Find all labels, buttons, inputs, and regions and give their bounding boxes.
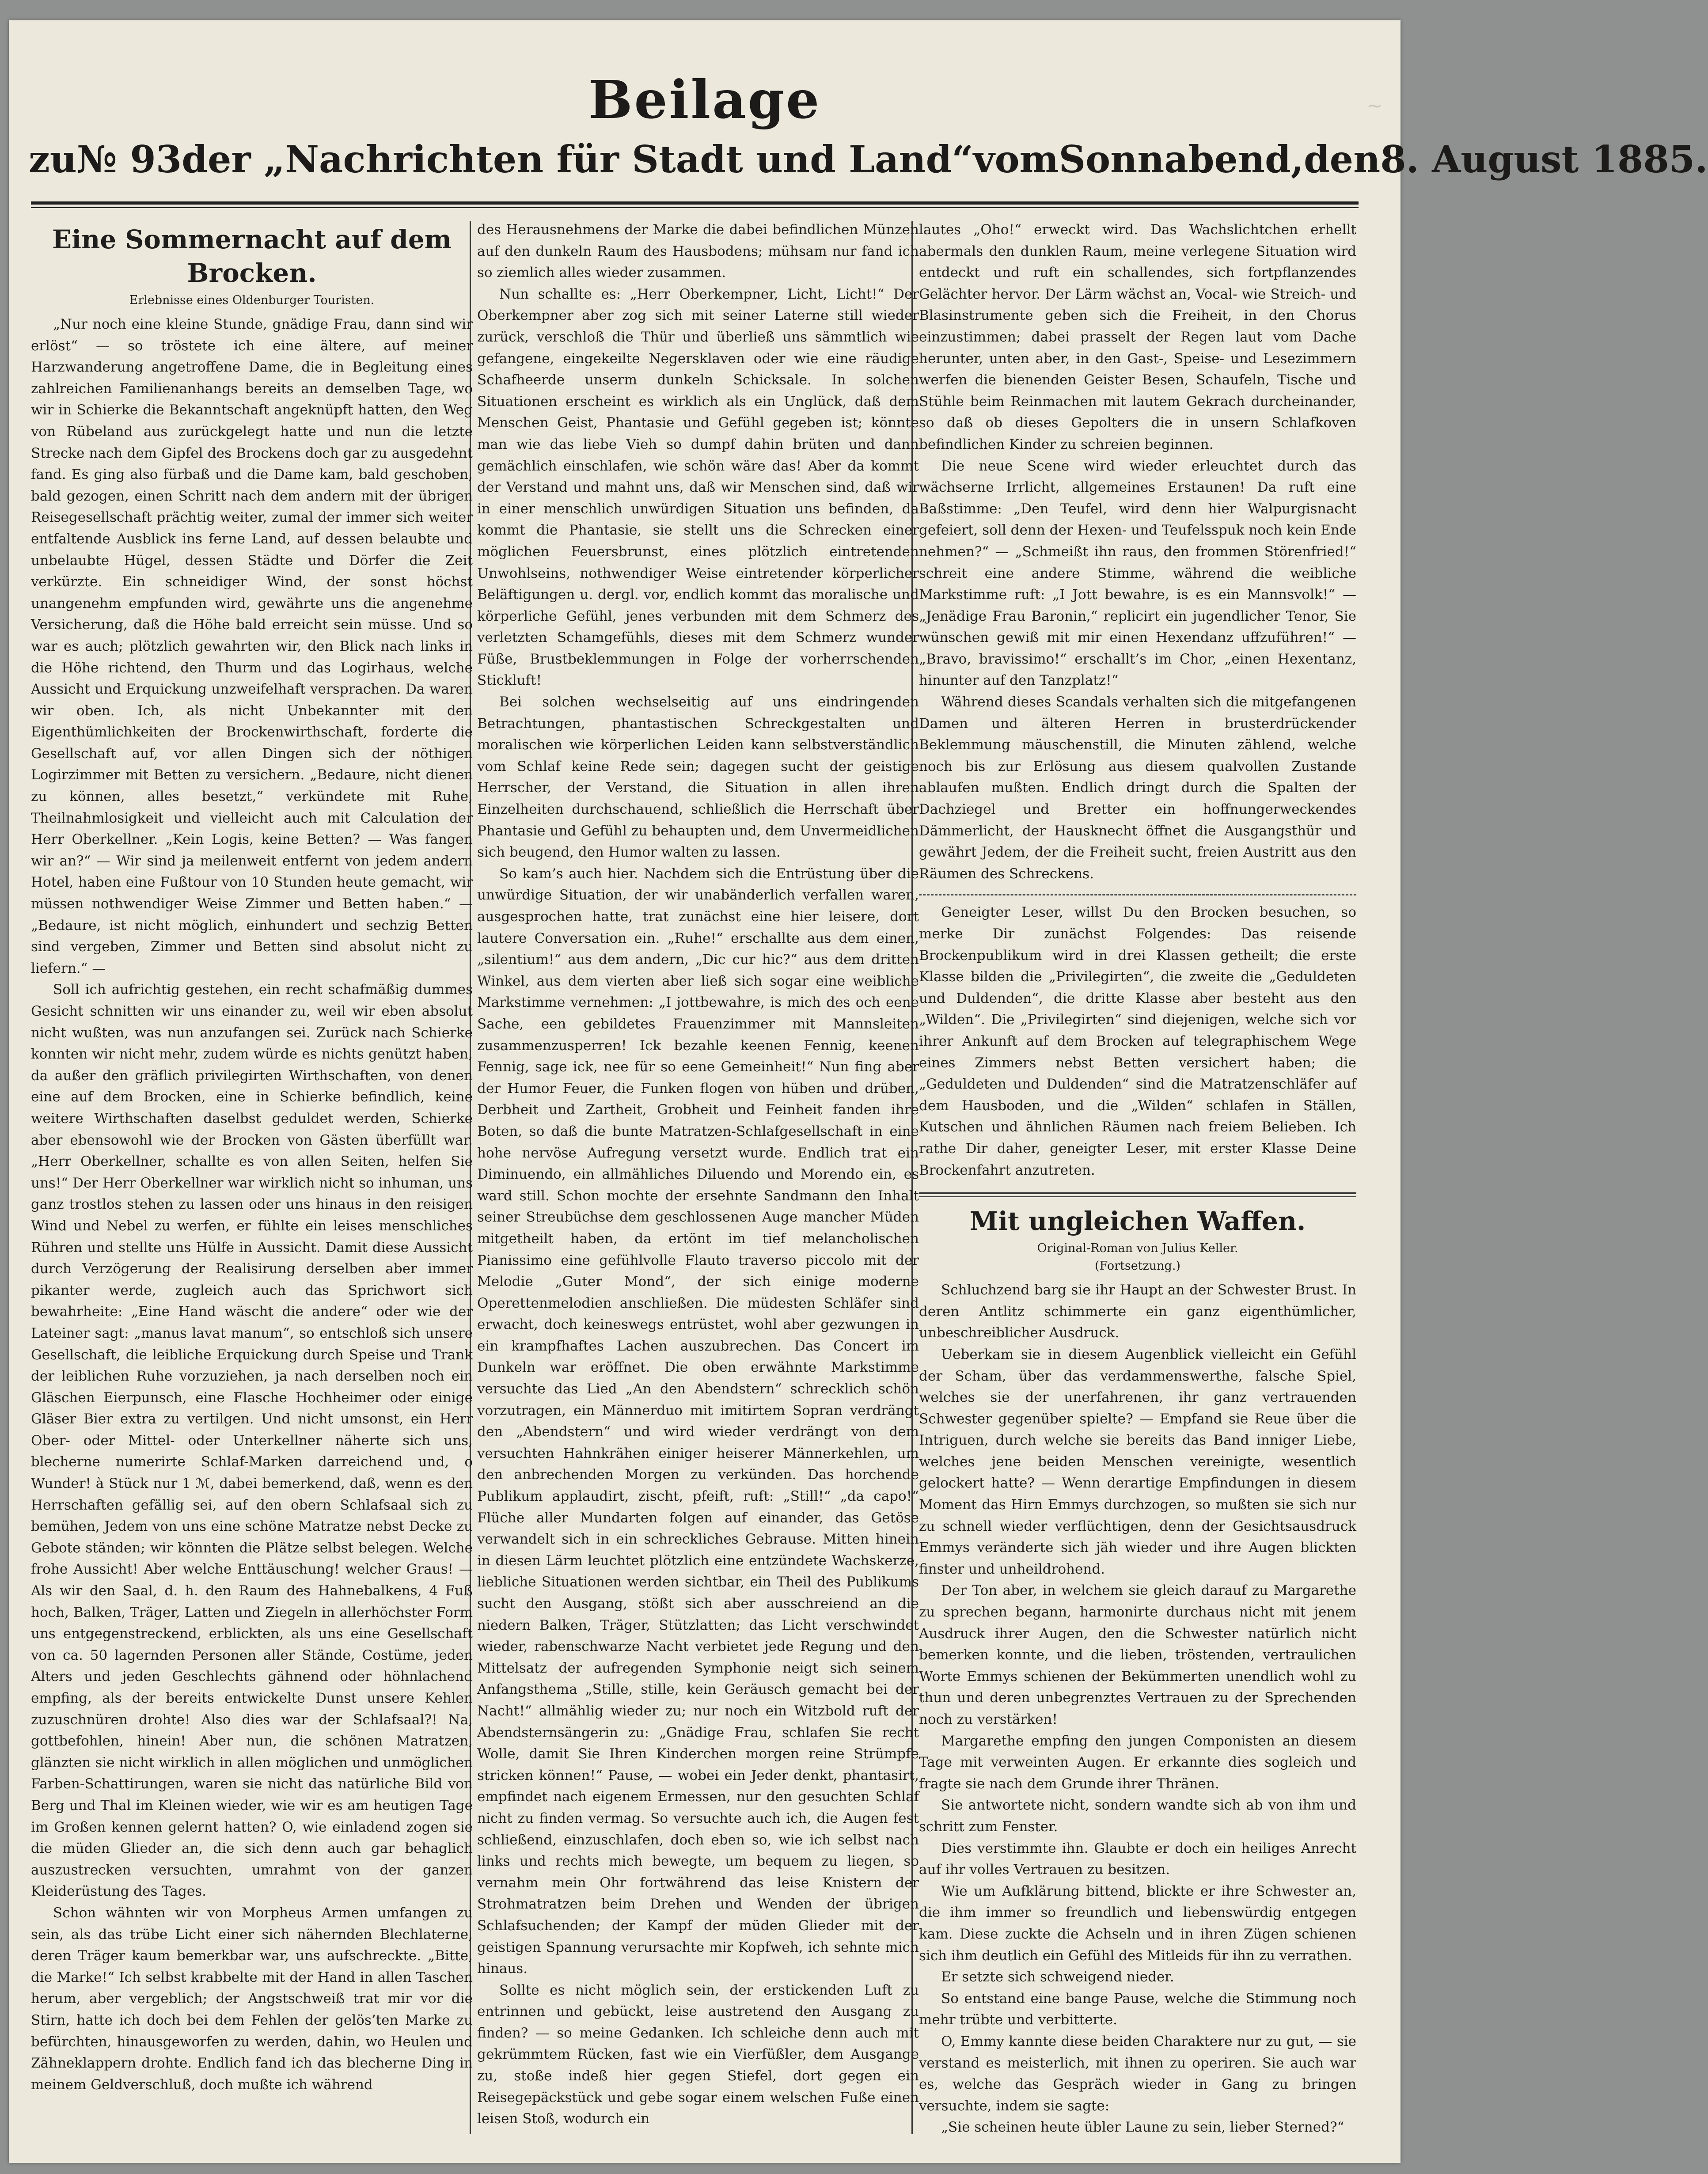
masthead-zu: zu (29, 137, 77, 181)
article-byline: Erlebnisse eines Oldenburger Touristen. (129, 293, 375, 307)
masthead-subtitle (29, 137, 1708, 181)
article-title: Eine Sommernacht auf dem Brocken. (52, 224, 452, 288)
masthead-rule (31, 201, 1359, 208)
article-paragraph: „Nur noch eine kleine Stunde, gnädige Frau, dann sind wir erlöst“ — so tröstete ich eine ältere, auf meiner Harzwanderung angetroffene Dame, die in Begleitung eines zahlreichen Familienanhangs bereits an demselben Tage, wo wir in Schierke die Bekanntschaft angeknüpft hatten, den Weg von Rübeland aus zurückgelegt hatte und nun die letzte Strecke nach dem Gipfel des Brockens doch gar zu ausgedehnt fand. Es ging also fürbaß und die Dame kam, bald geschoben, bald gezogen, einen Schritt nach dem andern mit der übrigen Reisegesellschaft prächtig weiter, zumal der immer sich weiter entfaltende Ausblick ins ferne Land, auf dessen belaubte und unbelaubte Hügel, dessen Städte und Dörfer die Zeit verkürzte. Ein schneidiger Wind, der sonst höchst unangenehm empfunden wird, gewährte uns die angenehme Versicherung, daß die Höhe bald erreicht sein müsse. Und so war es auch; plötzlich gewahrten wir, den Blick nach links in die Höhe richtend, den Thurm und das Logirhaus, welche Aussicht und Erquickung unzweifelhaft versprachen. Da waren wir oben. Ich, als nicht Unbekannter mit den Eigenthümlichkeiten der Brockenwirthschaft, forderte die Gesellschaft auf, vor allen Dingen sich der nöthigen Logirzimmer mit Betten zu versichern. „Bedaure, nicht dienen zu können, alles besetzt,“ verkündete mit Ruhe, Theilnahmlosigkeit und vielleicht auch mit Calculation der Herr Oberkellner. „Kein Logis, keine Betten? — Was fangen wir an?“ — Wir sind ja meilenweit entfernt von jedem andern Hotel, haben eine Fußtour von 10 Stunden heute gemacht, wir müssen nothwendiger Weise Zimmer und Betten haben.“ — „Bedaure, ist nicht möglich, einhundert und sechzig Betten sind vergeben, Zimmer und Betten sind absolut nicht zu liefern.“ — (31, 316, 473, 976)
article-paragraph: Soll ich aufrichtig gestehen, ein recht schafmäßig dummes Gesicht schnitten wir uns einander zu, weil wir eben absolut nicht wußten, was nun anzufangen sei. Zurück nach Schierke konnten wir nicht mehr, zudem würde es nichts genützt haben, da außer den gräflich privilegirten Wirthschaften, von denen eine auf dem Brocken, eine in Schierke befindlich, keine weitere Wirthschaften daselbst geduldet werden, Schierke aber ebensowohl wie der Brocken von Gästen überfüllt war. „Herr Oberkellner, schallte es von allen Seiten, helfen Sie uns!“ Der Herr Oberkellner war wirklich nicht so inhuman, uns ganz trostlos stehen zu lassen oder uns hinaus in den reisigen Wind und Nebel zu werfen, er fühlte ein leises menschliches Rühren und stellte uns Hülfe in Aussicht. Damit diese Aussicht durch Verzögerung der Realisirung derselben aber immer pikanter werde, zugleich auch das Sprichwort sich bewahrheite: „Eine Hand wäscht die andere“ oder wie der Lateiner sagt: „manus lavat manum“, so entschloß sich unsere Gesellschaft, die leibliche Erquickung durch Speise und Trank der leiblichen Ruhe vorzuziehen, ja nach derselben noch ein Gläschen Eierpunsch, eine Flasche Hochheimer oder einige Gläser Bier extra zu vertilgen. Und nicht umsonst, ein Herr Ober- oder Mittel- oder Unterkellner näherte sich uns, blecherne numerirte Schlaf-Marken darreichend und, o Wunder! à Stück nur 1 ℳ, dabei bemerkend, daß, wenn es den Herrschaften gefällig sei, auf den obern Schlafsaal sich zu bemühen, Jedem von uns eine schöne Matratze nebst Decke zu Gebote ständen; wir könnten die Plätze selbst belegen. Welche frohe Aussicht! Aber welche Enttäuschung! welcher Graus! — Als wir den Saal, d. h. den Raum des Hahnebalkens, 4 Fuß hoch, Balken, Träger, Latten und Ziegeln in allerhöchster Form uns entgegenstreckend, erblickten, als uns eine Gesellschaft von ca. 50 lagernden Personen aller Stände, Costüme, jeden Alters und jeden Geschlechts gähnend oder höhnlachend empfing, als der bereits entwickelte Dunst unsere Kehlen zuzuschnüren drohte! Also dies war der Schlafsaal?! Na, gottbefohlen, hinein! Aber nun, die schönen Matratzen, glänzten sie nicht wirklich in allen möglichen und unmöglichen Farben-Schattirungen, waren sie nicht das natürliche Bild von Berg und Thal im Kleinen wieder, wie wir es am heutigen Tage im Großen kennen gelernt hatten? O, wie einladend zogen sie die müden Glieder an, die sich denn auch gar behaglich auszustrecken versuchten, umrahmt von der ganzen Kleiderüstung des Tages. (31, 982, 473, 1900)
novel-paragraph: Ueberkam sie in diesem Augenblick vielleicht ein Gefühl der Scham, über das verdammenswerthe, falsche Spiel, welches sie der unerfahrenen, ihr ganz vertrauenden Schwester gegenüber spielte? — Empfand sie Reue über die Intriguen, durch welche sie bereits das Band inniger Liebe, welches jene beiden Menschen vereinigte, wesentlich gelockert hatte? — Wenn derartige Empfindungen in diesem Moment das Hirn Emmys durchzogen, so mußten sie sich nur zu schnell wieder verflüchtigen, denn der Gesichtsausdruck Emmys veränderte sich jäh wieder und ihre Augen blickten finster und unheildrohend. (919, 1346, 1356, 1577)
article-paragraph: lautes „Oho!“ erweckt wird. Das Wachslichtchen erhellt abermals den dunklen Raum, meine verlegene Situation wird entdeckt und ruft ein schallendes, sich fortpflanzendes Gelächter hervor. Der Lärm wächst an, Vocal- wie Streich- und Blasinstrumente geben sich die Freiheit, in den Chorus einzustimmen; dabei prasselt der Regen laut vom Dache herunter, unten aber, in den Gast-, Speise- und Lesezimmern werfen die bienenden Geister Besen, Schaufeln, Tische und Stühle beim Reinmachen mit lautem Gekrach durcheinander, so daß ob dieses Gepolters die in unsern Schlafkoven befindlichen Kinder zu schreien beginnen. (919, 222, 1356, 452)
supplement-title: Beilage (588, 69, 821, 130)
novel-paragraph: Margarethe empfing den jungen Componisten an diesem Tage mit verweinten Augen. Er erkannte dies sogleich und fragte sie nach dem Grunde ihrer Thränen. (919, 1733, 1356, 1792)
issue-date: 8. August 1885. (1380, 137, 1708, 181)
novel-paragraph: Wie um Aufklärung bittend, blickte er ihre Schwester an, die ihm immer so freundlich und liebenswürdig entgegen kam. Diese zuckte die Achseln und in ihren Zügen schienen sich ihm deutlich ein Gefühl des Mitleids für ihn zu verrathen. (919, 1883, 1356, 1964)
issue-number: № 93 (76, 137, 182, 181)
novel-paragraph: So entstand eine bange Pause, welche die Stimmung noch mehr trübte und verbitterte. (919, 1990, 1356, 2028)
notice-paragraph: Geneigter Leser, willst Du den Brocken besuchen, so merke Dir zunächst Folgendes: Das reisende Brockenpublikum wird in drei Klassen getheilt; die erste Klasse bilden die „Privilegirten“, die zweite die „Geduldeten und Duldenden“, die dritte Klasse aber besteht aus den „Wilden“. Die „Privilegirten“ sind diejenigen, welche sich vor ihrer Ankunft auf dem Brocken auf telegraphischem Wege eines Zimmers nebst Betten versichert haben; die „Geduldeten und Duldenden“ sind die Matratzenschläfer auf dem Hausboden, und die „Wilden“ schlafen in Ställen, Kutschen und ähnlichen Räumen nach freiem Belieben. Ich rathe Dir daher, geneigter Leser, mit erster Klasse Deine Brockenfahrt anzutreten. (919, 904, 1356, 1178)
faded-stamp-mark: ~ (1366, 95, 1383, 117)
novel-paragraph: Sie antwortete nicht, sondern wandte sich ab von ihm und schritt zum Fenster. (919, 1797, 1356, 1835)
novel-title: Mit ungleichen Waffen. (969, 1206, 1306, 1237)
weekday: Sonnabend, (1059, 137, 1304, 181)
novel-byline: Original-Roman von Julius Keller. (1037, 1241, 1238, 1256)
novel-paragraph: Schluchzend barg sie ihr Haupt an der Schwester Brust. In deren Antlitz schimmerte ein ganz eigenthümlicher, unbeschreiblicher Ausdruck. (919, 1282, 1356, 1341)
article-paragraph: Bei solchen wechselseitig auf uns eindringenden Betrachtungen, phantastischen Schreckgestalten und moralischen wie körperlichen Leiden kann selbstverständlich vom Schlaf keine Rede sein; dagegen sucht der geistige Herrscher, der Verstand, die Situation in allen ihren Einzelheiten durchschauend, schließlich die Herrschaft über Phantasie und Gefühl zu behaupten und, dem Unvermeidlichen sich beugend, den Humor walten zu lassen. (477, 694, 919, 861)
column-2 (477, 219, 919, 2145)
newspaper-name: der „Nachrichten für Stadt und Land“ (182, 137, 973, 181)
article-paragraph: Schon wähnten wir von Morpheus Armen umfangen zu sein, als das trübe Licht einer sich nähernden Blechlaterne, deren Träger kaum bemerkbar war, uns aufschreckte. „Bitte, die Marke!“ Ich selbst krabbelte mit der Hand in allen Taschen herum, aber vergeblich; der Angstschweiß trat mir vor die Stirn, hatte ich doch bei dem Fehlen der gelös’ten Marke zu befürchten, hinausgeworfen zu werden, dahin, wo Heulen und Zähneklappern drohte. Endlich fand ich das blecherne Ding in meinem Geldverschluß, doch mußte ich während (31, 1905, 473, 2093)
column-1 (31, 219, 473, 2145)
article-paragraph: So kam’s auch hier. Nachdem sich die Entrüstung über die unwürdige Situation, der wir unabänderlich verfallen waren, ausgesprochen hatte, trat zunächst eine hier leisere, dort lautere Conversation ein. „Ruhe!“ erschallte aus dem einen, „silentium!“ aus dem andern, „Dic cur hic?“ aus dem dritten Winkel, aus dem vierten aber ließ sich sogar eine weibliche Markstimme vernehmen: „I jottbewahre, is mich des och eene Sache, een gebildetes Frauenzimmer mit Mannsleiten zusammenzusperren! Ick bezahle keenen Fennig, keenen Fennig, sage ick, nee für so eene Gemeinheit!“ Nun fing aber der Humor Feuer, die Funken flogen von hüben und drüben, Derbheit und Zartheit, Grobheit und Feinheit fanden ihre Boten, so daß die bunte Matratzen-Schlafgesellschaft in eine hohe nervöse Aufregung versetzt wurde. Endlich trat ein Diminuendo, ein allmähliches Diluendo und Morendo ein, es ward still. Schon mochte der ersehnte Sandmann den Inhalt seiner Streubüchse dem geschlossenen Auge mancher Müden mitgetheilt haben, da ertönt im tief melancholischen Pianissimo eine gefühlvolle Flauto traverso piccolo mit der Melodie „Guter Mond“, der sich einige moderne Operettenmelodien anschließen. Die müdesten Schläfer sind erwacht, doch keineswegs entrüstet, wohl aber gezwungen in ein krampfhaftes Lachen auszubrechen. Das Concert im Dunkeln war eröffnet. Die oben erwähnte Markstimme versuchte das Lied „An den Abendstern“ schrecklich schön vorzutragen, ein Männerduo mit imitirtem Sopran verdrängt den „Abendstern“ und wird wieder verdrängt von dem versuchten Hahnkrähen einiger heiserer Männerkehlen, um den anbrechenden Morgen zu verkünden. Das horchende Publikum applaudirt, zischt, pfeift, ruft: „Still!“ „da capo!“ Flüche aller Mundarten folgen auf einander, das Getöse verwandelt sich in ein schreckliches Gebrause. Mitten hinein in diesen Lärm leuchtet plötzlich eine entzündete Wachskerze, liebliche Situationen werden sichtbar, ein Theil des Publikums sucht den Ausgang, stößt sich aber ausschreiend an die niedern Balken, Träger, Stützlatten; das Licht verschwindet wieder, rabenschwarze Nacht verbietet jede Regung und den Mittelsatz der aufregenden Symphonie neigt sich seinem Anfangsthema „Stille, stille, kein Geräusch gemacht bei der Nacht!“ allmählig wieder zu; nur noch ein Witzbold ruft der Abendsternsängerin zu: „Gnädige Frau, schlafen Sie recht Wolle, damit Sie Ihren Kinderchen morgen reine Strümpfe stricken können!“ Pause, — wobei ein Jeder denkt, phantasirt, empfindet nach eigenem Ermessen, nur den gesuchten Schlaf nicht zu finden vermag. So versuchte auch ich, die Augen fest schließend, einzuschlafen, doch eben so, wie ich selbst nach links und rechts mich bewegte, um bequem zu liegen, so vernahm mein Ohr fortwährend das leise Knistern der Strohmatratzen beim Drehen und Wenden der übrigen Schlafsuchenden; der Kampf der müden Glieder mit der geistigen Spannung verursachte mir Kopfweh, ich sehnte mich hinaus. (477, 865, 919, 1977)
newspaper-page (9, 20, 1708, 2163)
article-paragraph: Nun schallte es: „Herr Oberkempner, Licht, Licht!“ Der Oberkempner aber zog sich mit seiner Laterne still wieder zurück, verschloß die Thür und überließ uns sämmtlich wie gefangene, eingekeilte Negersklaven oder wie eine räudige Schafheerde unserm dunkeln Schicksale. In solchen Situationen erscheint es wirklich als ein Unglück, daß dem Menschen Geist, Phantasie und Gefühl gegeben ist; könnte man wie das liebe Vieh so dumpf dahin brüten und dann gemächlich einschlafen, wie schön wäre das! Aber da kommt der Verstand und mahnt uns, daß wir Menschen sind, daß wir in einer menschlich unwürdigen Situation uns befinden, da kommt die Phantasie, sie stellt uns die Schrecken einer möglichen Feuersbrunst, eines plötzlich eintretenden Unwohlseins, nothwendiger Weise eintretender körperlicher Beläftigungen u. dergl. vor, endlich kommt das moralische und körperliche Gefühl, jenes verbunden mit dem Schmerz des verletzten Schamgefühls, dieses mit dem Schmerz wunder Füße, Brustbeklemmungen in Folge der vorherrschenden Stickluft! (477, 286, 919, 689)
section-divider (919, 1192, 1356, 1197)
novel-paragraph: Dies verstimmte ihn. Glaubte er doch ein heiliges Anrecht auf ihr volles Vertrauen zu besitzen. (919, 1840, 1356, 1878)
novel-paragraph: Er setzte sich schweigend nieder. (941, 1969, 1174, 1985)
article-paragraph: Sollte es nicht möglich sein, der erstickenden Luft zu entrinnen und gebückt, leise austretend den Ausgang zu finden? — so meine Gedanken. Ich schleiche denn auch mit gekrümmtem Rücken, fast wie ein Vierfüßler, dem Ausgange zu, stoße indeß hier gegen Stiefel, dort gegen ein Reisegepäckstück und gebe sogar einem welschen Fuße einen leisen Stoß, wodurch ein (477, 1982, 919, 2127)
section-divider (919, 894, 1356, 895)
masthead-den: den (1303, 137, 1381, 181)
novel-paragraph: O, Emmy kannte diese beiden Charaktere nur zu gut, — sie verstand es meisterlich, mit ihnen zu operiren. Sie auch war es, welche das Gespräch wieder in Gang zu bringen versuchte, indem sie sagte: (919, 2033, 1356, 2114)
masthead-vom: vom (973, 137, 1059, 181)
column-3 (919, 219, 1356, 2145)
novel-paragraph: „Sie scheinen heute übler Laune zu sein, lieber Sterned?“ (941, 2119, 1344, 2136)
article-paragraph: des Herausnehmens der Marke die dabei befindlichen Münzen auf den dunkeln Raum des Hausbodens; mühsam nur fand ich so ziemlich alles wieder zusammen. (477, 222, 919, 281)
article-paragraph: Die neue Scene wird wieder erleuchtet durch das wächserne Irrlicht, allgemeines Erstaunen! Da ruft eine Baßstimme: „Den Teufel, wird denn hier Walpurgisnacht gefeiert, soll denn der Hexen- und Teufelsspuk noch kein Ende nehmen?“ — „Schmeißt ihn raus, den frommen Störenfried!“ schreit eine andere Stimme, während die weibliche Markstimme ruft: „I Jott bewahre, is es ein Mannsvolk!“ — „Jenädige Frau Baronin,“ replicirt ein jugendlicher Tenor, Sie wünschen gewiß mit mir einen Hexendanz uffzuführen!“ — „Bravo, bravissimo!“ erschallt’s im Chor, „einen Hexentanz, hinunter auf den Tanzplatz!“ (919, 458, 1356, 689)
novel-paragraph: Der Ton aber, in welchem sie gleich darauf zu Margarethe zu sprechen begann, harmonirte durchaus nicht mit jenem Ausdruck ihrer Augen, den die Schwester natürlich nicht bemerken konnte, und die lieben, tröstenden, vertraulichen Worte Emmys schienen der Bekümmerten unendlich wohl zu thun und deren unbegrenztes Vertrauen zu der Sprechenden noch zu verstärken! (919, 1582, 1356, 1727)
article-paragraph: Während dieses Scandals verhalten sich die mitgefangenen Damen und älteren Herren in brusterdrückender Beklemmung mäuschenstill, die Minuten zählend, welche noch bis zur Erlösung aus diesem qualvollen Zustande ablaufen mußten. Endlich dringt durch die Spalten der Dachziegel und Bretter ein hoffnungerweckendes Dämmerlicht, der Hausknecht öffnet die Ausgangsthür und gewährt Jedem, der die Freiheit sucht, freien Austritt aus den Räumen des Schreckens. (919, 694, 1356, 882)
novel-continuation: (Fortsetzung.) (1095, 1259, 1180, 1273)
